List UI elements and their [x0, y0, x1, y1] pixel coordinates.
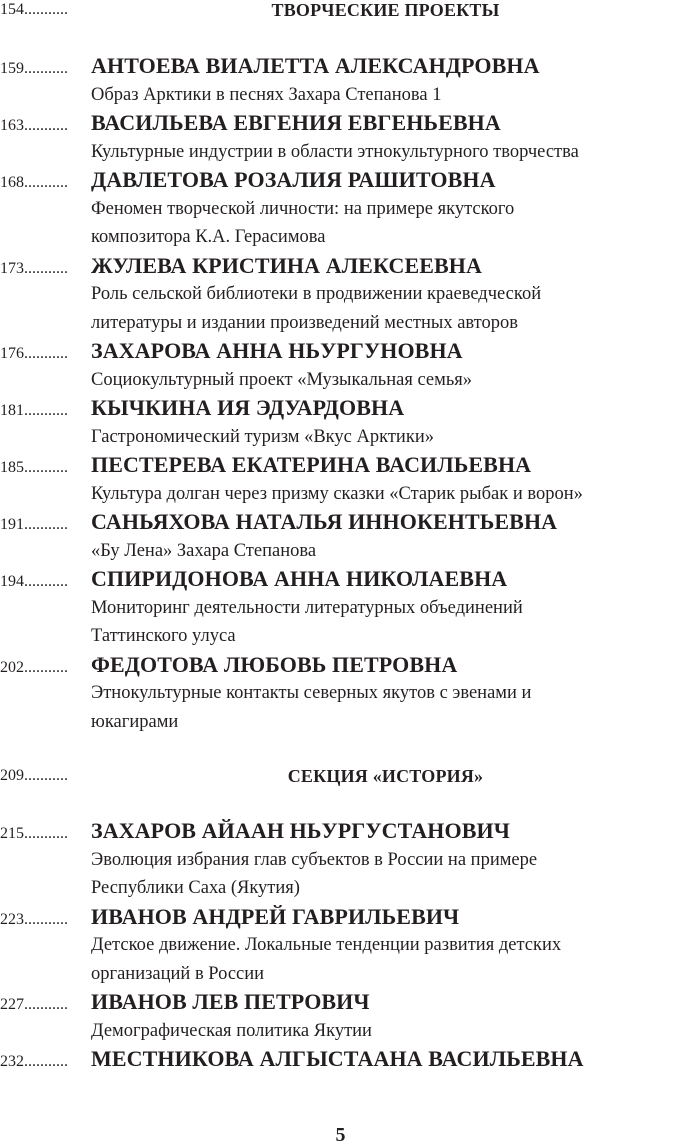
- entry-title-line: Этнокультурные контакты северных якутов с эвенами и: [91, 683, 532, 703]
- entry-author: ФЕДОТОВА ЛЮБОВЬ ПЕТРОВНА: [91, 651, 458, 677]
- section-page-number: 154...........: [0, 1, 68, 18]
- entry-author: ПЕСТЕРЕВА ЕКАТЕРИНА ВАСИЛЬЕВНА: [91, 452, 532, 477]
- entry-title-line: организаций в России: [91, 963, 265, 984]
- entry-title-line: литературы и издании произведений местных авторов: [91, 312, 518, 333]
- entry-title-line: юкагирами: [91, 711, 179, 732]
- entry-page-number: 202...........: [0, 658, 68, 676]
- entry-title-line: Феномен творческой личности: на примере якутского: [91, 198, 515, 219]
- entry-author: АНТОЕВА ВИАЛЕТТА АЛЕКСАНДРОВНА: [91, 53, 540, 78]
- entry-author: ЖУЛЕВА КРИСТИНА АЛЕКСЕЕВНА: [91, 252, 482, 278]
- entry-page-number: 194...........: [0, 573, 68, 590]
- entry-title-line: Социокультурный проект «Музыкальная семья»: [91, 369, 473, 390]
- entry-title-line: Эволюция избрания глав субъектов в России на примере: [91, 849, 538, 870]
- entry-page-number: 227...........: [0, 996, 68, 1013]
- entry-title-line: Республики Саха (Якутия): [91, 878, 300, 898]
- entry-author: ИВАНОВ ЛЕВ ПЕТРОВИЧ: [91, 989, 370, 1014]
- entry-title-line: композитора К.А. Герасимова: [91, 227, 326, 247]
- section-title: СЕКЦИЯ «ИСТОРИЯ»: [287, 766, 484, 786]
- entry-title-line: Культурные индустрии в области этнокультурного творчества: [91, 141, 579, 162]
- entry-page-number: 168...........: [0, 174, 68, 191]
- entry-title-line: Таттинского улуса: [91, 626, 236, 646]
- entry-title-line: Гастрономический туризм «Вкус Арктики»: [91, 426, 434, 447]
- page-number: 5: [335, 1124, 346, 1146]
- entry-title-line: Демографическая политика Якутии: [91, 1020, 372, 1041]
- entry-page-number: 181...........: [0, 402, 68, 419]
- entry-title-line: «Бу Лена» Захара Степанова: [91, 540, 317, 561]
- entry-page-number: 185...........: [0, 459, 68, 476]
- entry-title-line: Мониторинг деятельности литературных объединений: [91, 597, 523, 618]
- entry-author: ВАСИЛЬЕВА ЕВГЕНИЯ ЕВГЕНЬЕВНА: [91, 110, 501, 135]
- entry-author: ИВАНОВ АНДРЕЙ ГАВРИЛЬЕВИЧ: [91, 903, 460, 929]
- entry-page-number: 176...........: [0, 345, 68, 362]
- entry-page-number: 223...........: [0, 910, 68, 928]
- entry-page-number: 215...........: [0, 825, 68, 842]
- entry-page-number: 173...........: [0, 259, 68, 277]
- section-page-number: 209...........: [0, 767, 68, 784]
- entry-author: ЗАХАРОВ АЙААН НЬУРГУСТАНОВИЧ: [91, 818, 510, 843]
- entry-title-line: Детское движение. Локальные тенденции развития детских: [91, 935, 562, 955]
- entry-title-line: Роль сельской библиотеки в продвижении краеведческой: [91, 284, 542, 304]
- entry-page-number: 232...........: [0, 1053, 68, 1070]
- section-title: ТВОРЧЕСКИЕ ПРОЕКТЫ: [271, 0, 500, 20]
- entry-title-line: Образ Арктики в песнях Захара Степанова 1: [91, 84, 442, 105]
- entry-title-line: Культура долган через призму сказки «Старик рыбак и ворон»: [91, 483, 583, 504]
- entry-author: МЕСТНИКОВА АЛГЫСТААНА ВАСИЛЬЕВНА: [91, 1046, 584, 1071]
- entry-author: КЫЧКИНА ИЯ ЭДУАРДОВНА: [91, 395, 405, 420]
- entry-page-number: 163...........: [0, 117, 68, 134]
- entry-author: ЗАХАРОВА АННА НЬУРГУНОВНА: [91, 338, 463, 363]
- entry-page-number: 159...........: [0, 60, 68, 77]
- entry-author: СПИРИДОНОВА АННА НИКОЛАЕВНА: [91, 566, 508, 591]
- entry-author: ДАВЛЕТОВА РОЗАЛИЯ РАШИТОВНА: [91, 167, 496, 192]
- entry-author: САНЬЯХОВА НАТАЛЬЯ ИННОКЕНТЬЕВНА: [91, 509, 558, 534]
- entry-page-number: 191...........: [0, 516, 68, 533]
